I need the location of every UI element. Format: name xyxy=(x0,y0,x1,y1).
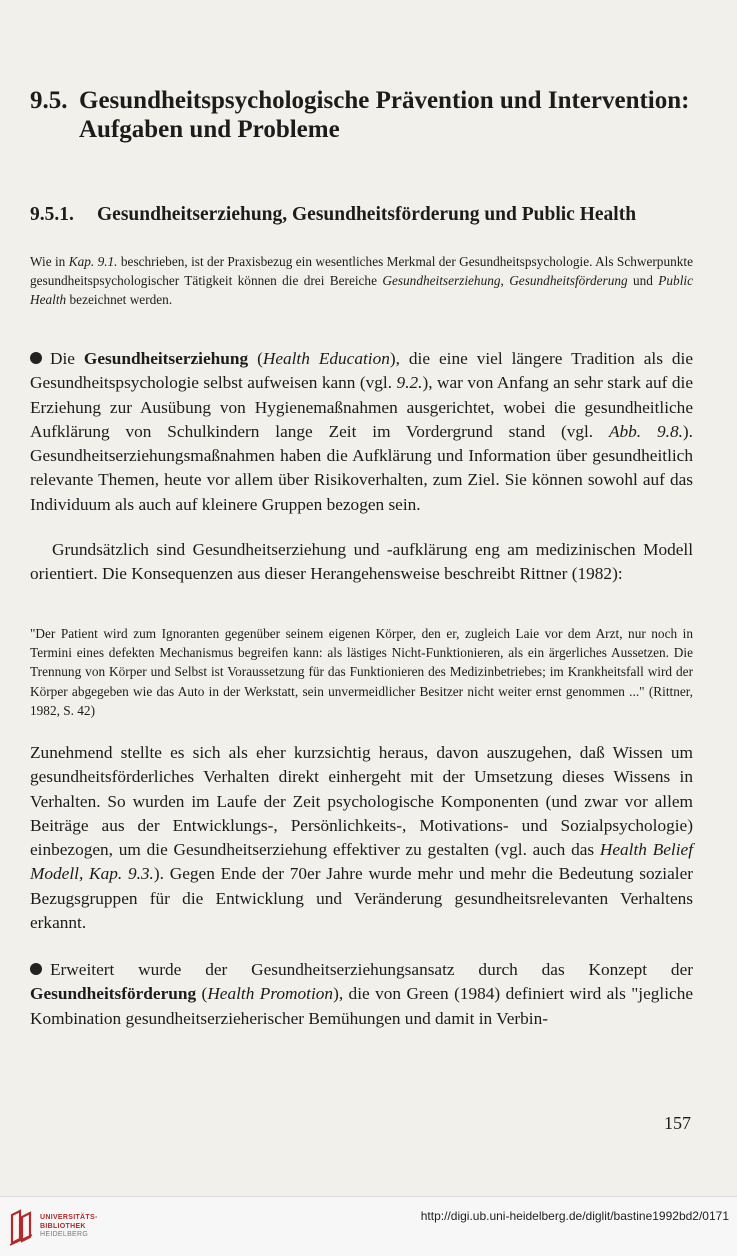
intro-text: Wie in xyxy=(30,254,69,269)
chapter-number: 9.5. xyxy=(30,87,68,114)
library-name-line: BIBLIOTHEK xyxy=(40,1222,86,1230)
para-text: ( xyxy=(196,984,208,1004)
paragraph-zunehmend xyxy=(30,741,693,935)
para-bold-term: Gesundheitsförderung xyxy=(30,984,197,1004)
quote-rittner: "Der Patient wird zum Ignoranten gegenüber seinem eigenen Körper, den er, zugleich Laie vor dem Arzt, nur noch in Termini eines defekten Mechanismus begreifen kann: als lästiges Nicht-Funktionieren, als ein ärgerliches Aussetzen. Die Trennung von Körper und Selbst ist Voraussetzung für das Funktionieren des Medizinbetriebes; im Krankheitsfall wird der Körper abgegeben wie das Auto in der Werkstatt, sein unvermeidlicher Besitzer nicht weiter ernst genommen ..." (Rittner, 1982, S. 42) xyxy=(30,626,693,718)
para-italic-term: Health Promotion xyxy=(207,984,334,1004)
paragraph-gesundheitsfoerderung xyxy=(30,958,693,1031)
para-text: ( xyxy=(248,349,263,368)
library-name-line: HEIDELBERG xyxy=(40,1231,89,1238)
para-bold-term: Gesundheitserziehung xyxy=(83,349,249,368)
section-title: Gesundheitserziehung, Gesundheitsförderung und Public Health xyxy=(97,204,637,225)
para-ref: Abb. 9.8. xyxy=(608,421,683,441)
bullet-icon xyxy=(30,352,42,364)
intro-ref: Kap. 9.1. xyxy=(68,254,118,269)
para-text: Zunehmend stellte es sich als eher kurzsichtig heraus, davon auszugehen, daß Wissen um gesundheitsförderliches Verhalten direkt einhergeht mit der Umsetzung dieses Wissens in Verhalten. So wurden im Laufe der Zeit psychologische Komponenten (und zwar vor allem Beiträge aus der Entwicklungs-, Persönlichkeits-, Motivations- und Sozialpsychologie) einbezogen, um die Gesundheitserziehung effektiver zu gestalten (vgl. auch das xyxy=(30,743,693,860)
para-text: ), die eine viel längere Tradition als die Gesundheitspsychologie selbst aufweisen kann (vgl. xyxy=(30,349,694,393)
intro-text: beschrieben, ist der Praxisbezug ein wesentliches Merkmal der Gesundheitspsychologie. Als Schwerpunkte gesundheitspsychologischer Tätigkeit können die drei Bereiche xyxy=(30,254,693,289)
para-text: ). Gesundheitserziehungsmaßnahmen haben die Aufklärung und Information über gesundheitlich relevante Themen, heute vor allem über Risikoverhalten, zum Ziel. Sie können sowohl auf das Individuum als auch auf kleinere Gruppen bezogen sein. xyxy=(30,421,693,514)
page-number: 157 xyxy=(664,1113,691,1133)
para-text: Erweitert wurde der Gesundheitserziehungsansatz durch das Konzept der xyxy=(50,960,693,979)
intro-text: bezeichnet werden. xyxy=(66,292,173,308)
chapter-title: Gesundheitspsychologische Prävention und Intervention: Aufgaben und Probleme xyxy=(79,87,690,143)
intro-term: Gesundheitsförderung xyxy=(509,273,628,289)
para-text: ), die von Green (1984) definiert wird als "jegliche Kombination gesundheitserzieherischer Bemühungen und damit in Verbin- xyxy=(30,984,694,1028)
intro-term: Gesundheitserziehung xyxy=(382,273,501,289)
library-logo-icon xyxy=(8,1207,36,1247)
intro-paragraph xyxy=(30,252,693,310)
para-text: ), war von Anfang an sehr stark auf die Erziehung zur Ausübung von Hygienemaßnahmen ausgerichtet, wobei die gesundheitliche Aufklärung von Schulkindern lange Zeit im Vordergrund stand (vgl. xyxy=(30,373,693,441)
section-number: 9.5.1. xyxy=(30,204,74,225)
library-name-line: UNIVERSITÄTS- xyxy=(40,1214,98,1221)
para-text: Die xyxy=(50,349,84,368)
intro-text: und xyxy=(627,273,659,289)
bullet-icon xyxy=(30,963,42,975)
chapter-heading xyxy=(30,86,710,144)
para-italic-term: Health Education xyxy=(262,349,390,368)
intro-text: , xyxy=(500,273,510,289)
library-name xyxy=(40,1214,98,1240)
para-ref: 9.2. xyxy=(396,373,423,393)
paragraph-grundsaetzlich: Grundsätzlich sind Gesundheitserziehung und -aufklärung eng am medizinischen Modell orientiert. Die Konsequenzen aus dieser Herangehensweise beschreibt Rittner (1982): xyxy=(30,540,693,584)
para-text: ). Gegen Ende der 70er Jahre wurde mehr und mehr die Bedeutung sozialer Bezugsgruppen für die Entwicklung und Veränderung gesundheitsrelevanten Verhaltens erkannt. xyxy=(30,864,693,933)
source-url-link[interactable]: http://digi.ub.uni-heidelberg.de/diglit/bastine1992bd2/0171 xyxy=(420,1209,729,1223)
paragraph-gesundheitserziehung xyxy=(30,347,693,517)
section-heading xyxy=(30,202,710,227)
intro-term: Public Health xyxy=(30,273,693,308)
library-footer xyxy=(0,1196,737,1256)
para-italic-ref: Health Belief Modell, Kap. 9.3. xyxy=(30,840,693,884)
